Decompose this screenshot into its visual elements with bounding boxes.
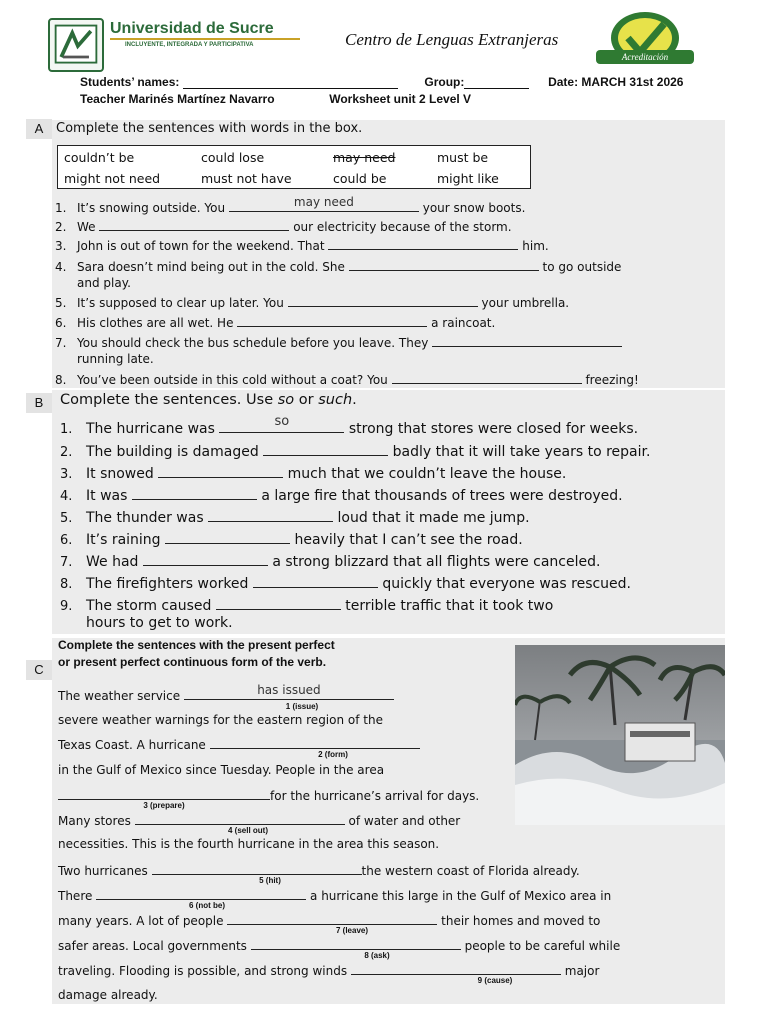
a-item-4-cont: and play. (77, 276, 131, 290)
b-item-3: 3. It snowed much that we couldn’t leave the house. (60, 463, 566, 484)
b-answer-5[interactable] (208, 507, 333, 522)
b-item-5: 5. The thunder was loud that it made me jump. (60, 507, 530, 528)
c-answer-7[interactable] (227, 912, 437, 925)
a-answer-4[interactable] (349, 258, 539, 271)
b-answer-4[interactable] (132, 485, 257, 500)
c-answer-1[interactable]: has issued (184, 687, 394, 700)
c-verb-5: 5 (hit) (259, 876, 281, 885)
b-item-7: 7. We had a strong blizzard that all flights were canceled. (60, 551, 600, 572)
b-answer-6[interactable] (165, 529, 290, 544)
box-word: might like (437, 171, 499, 186)
c-answer-6[interactable] (96, 887, 306, 900)
c-verb-6: 6 (not be) (189, 901, 225, 910)
teacher-name: Teacher Marinés Martínez Navarro (80, 92, 275, 106)
c-line-10: many years. A lot of people their homes and moved to (58, 914, 601, 928)
university-name: Universidad de Sucre (110, 20, 274, 37)
c-line-6: Many stores of water and other (58, 814, 461, 828)
c-verb-1: 1 (issue) (285, 702, 319, 711)
a-item-6: 6. His clothes are all wet. He a raincoat. (55, 316, 496, 330)
b-item-4: 4. It was a large fire that thousands of trees were destroyed. (60, 485, 623, 506)
box-word: couldn’t be (64, 150, 135, 165)
c-answer-2[interactable] (210, 736, 420, 749)
b-answer-9[interactable] (216, 595, 341, 610)
b-item-9-cont: hours to get to work. (86, 615, 233, 631)
c-line-5: for the hurricane’s arrival for days. (58, 787, 479, 804)
c-line-11: safer areas. Local governments people to be careful while (58, 939, 621, 953)
date-label: Date: MARCH 31st 2026 (548, 75, 684, 89)
b-answer-2[interactable] (263, 441, 388, 456)
c-line-8: Two hurricanes the western coast of Florida already. (58, 864, 580, 878)
section-a-instruction: Complete the sentences with words in the box. (56, 121, 363, 136)
a-answer-2[interactable] (99, 218, 289, 231)
a-item-2: 2. We our electricity because of the storm. (55, 220, 512, 234)
a-item-5: 5. It’s supposed to clear up later. You your umbrella. (55, 296, 570, 310)
a-answer-5[interactable] (288, 294, 478, 307)
c-answer-3[interactable] (58, 787, 270, 800)
university-tagline: INCLUYENTE, INTEGRADA Y PARTICIPATIVA (125, 42, 254, 48)
worksheet-title: Worksheet unit 2 Level V (329, 92, 472, 106)
c-answer-5[interactable] (152, 862, 362, 875)
a-item-7-cont: running late. (77, 352, 154, 366)
c-line-9: There a hurricane this large in the Gulf of Mexico area in (58, 889, 612, 903)
a-item-8: 8. You’ve been outside in this cold without a coat? You freezing! (55, 373, 639, 387)
c-line-3: Texas Coast. A hurricane (58, 736, 420, 753)
a-item-4: 4. Sara doesn’t mind being out in the cold. She to go outside (55, 260, 622, 274)
b-item-9: 9. The storm caused terrible traffic that it took two (60, 595, 553, 616)
a-item-7: 7. You should check the bus schedule before you leave. They (55, 334, 622, 351)
c-verb-7: 7 (leave) (335, 926, 369, 935)
word-box (57, 145, 531, 189)
section-b-letter: B (26, 393, 52, 413)
c-verb-3: 3 (prepare) (143, 801, 185, 810)
a-answer-1[interactable]: may need (229, 199, 419, 212)
section-c-instruction-2: or present perfect continuous form of the verb. (58, 655, 327, 669)
b-answer-1[interactable]: so (219, 418, 344, 433)
box-word: could be (333, 171, 387, 186)
group-field[interactable] (464, 77, 529, 89)
c-answer-8[interactable] (251, 937, 461, 950)
box-word-used: may need (333, 150, 396, 165)
students-name-field[interactable] (183, 77, 398, 89)
badge-text: Acreditación (621, 52, 669, 62)
a-answer-7[interactable] (432, 334, 622, 347)
c-verb-2: 2 (form) (318, 750, 348, 759)
section-a-letter: A (26, 119, 52, 139)
c-line-2: severe weather warnings for the eastern region of the (58, 713, 383, 727)
b-answer-3[interactable] (158, 463, 283, 478)
c-line-1: The weather service has issued (58, 687, 394, 704)
a-answer-6[interactable] (237, 314, 427, 327)
b-answer-8[interactable] (253, 573, 378, 588)
students-line (80, 75, 683, 89)
hurricane-photo (515, 645, 725, 825)
b-item-6: 6. It’s raining heavily that I can’t see the road. (60, 529, 523, 550)
c-verb-8: 8 (ask) (364, 951, 390, 960)
box-word: must be (437, 150, 489, 165)
b-answer-7[interactable] (143, 551, 268, 566)
c-line-4: in the Gulf of Mexico since Tuesday. People in the area (58, 763, 385, 777)
accreditation-badge (590, 8, 700, 72)
c-answer-9[interactable] (351, 962, 561, 975)
section-b-instruction: Complete the sentences. Use so or such. (60, 392, 357, 408)
group-label: Group: (424, 75, 465, 89)
section-c-instruction-1: Complete the sentences with the present perfect (58, 638, 335, 652)
c-verb-9: 9 (cause) (477, 976, 513, 985)
teacher-line (80, 92, 471, 106)
c-answer-4[interactable] (135, 812, 345, 825)
b-item-8: 8. The firefighters worked quickly that everyone was rescued. (60, 573, 631, 594)
a-answer-3[interactable] (328, 237, 518, 250)
c-line-12: traveling. Flooding is possible, and strong winds major (58, 964, 600, 978)
b-item-2: 2. The building is damaged badly that it will take years to repair. (60, 441, 650, 462)
section-c-letter: C (26, 660, 52, 680)
c-line-13: damage already. (58, 988, 158, 1002)
a-item-3: 3. John is out of town for the weekend. That him. (55, 239, 549, 253)
a-answer-8[interactable] (392, 371, 582, 384)
box-word: could lose (201, 150, 265, 165)
c-verb-4: 4 (sell out) (227, 826, 268, 835)
university-logo (48, 18, 104, 72)
c-line-7: necessities. This is the fourth hurricane in the area this season. (58, 837, 440, 851)
box-word: must not have (201, 171, 292, 186)
box-word: might not need (64, 171, 161, 186)
centre-title: Centro de Lenguas Extranjeras (345, 30, 559, 49)
b-item-1: 1. The hurricane was so strong that stores were closed for weeks. (60, 414, 639, 437)
divider (110, 38, 300, 40)
a-item-1: 1. It’s snowing outside. You may need your snow boots. (55, 195, 526, 215)
students-label: Students’ names: (80, 75, 180, 89)
